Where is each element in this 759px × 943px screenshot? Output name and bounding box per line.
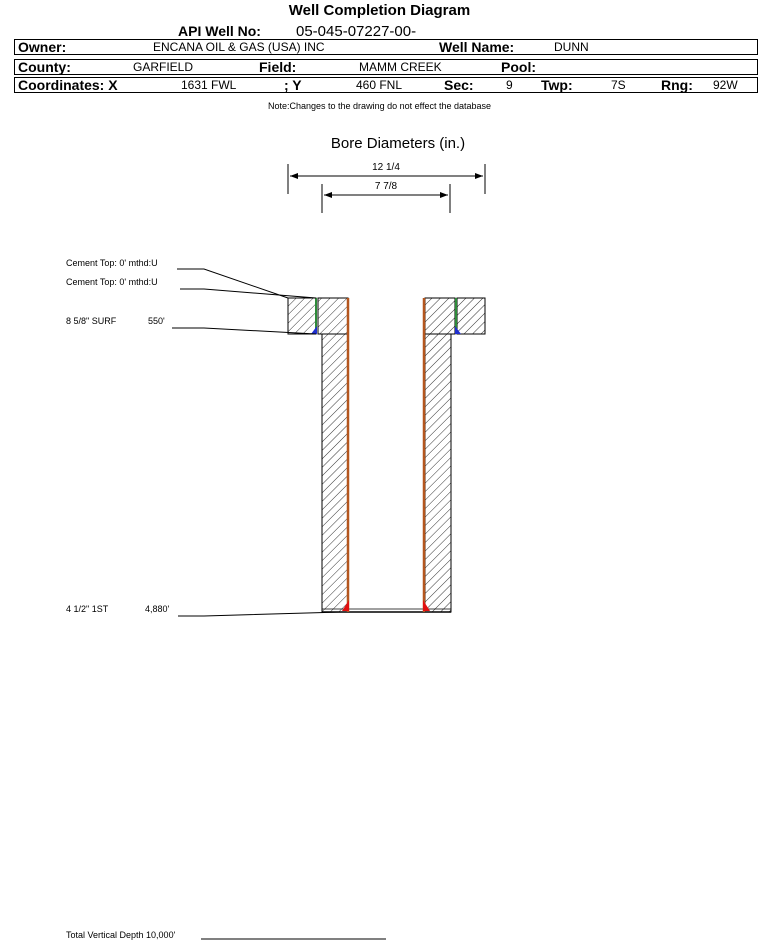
rng-label: Rng: [661,77,693,93]
coord-x-value: 1631 FWL [181,78,237,92]
twp-label: Twp: [541,77,573,93]
surface-hole-right [457,298,485,334]
production-casing-label: 4 1/2" 1ST [66,604,109,614]
api-label: API Well No: [178,23,261,39]
cement-top-leader-1 [177,269,288,298]
sec-value: 9 [506,78,513,92]
twp-value: 7S [611,78,626,92]
bore-inner-label: 7 7/8 [374,181,398,192]
surface-hole-left [288,298,316,334]
surface-annulus-left [318,298,348,334]
production-annulus-left [322,334,348,612]
sec-label: Sec: [444,77,474,93]
api-value: 05-045-07227-00- [296,23,417,40]
production-casing-depth: 4,880' [145,604,170,614]
pool-label: Pool: [501,59,536,75]
coord-y-label: ; Y [284,77,302,93]
field-label: Field: [259,59,297,75]
coord-x-label: Coordinates: X [18,77,118,93]
cement-top-leader-2 [180,289,316,298]
cement-top-label-2: Cement Top: 0' mthd:U [66,277,158,287]
surface-casing-depth: 550' [148,316,165,326]
bore-outer-label: 12 1/4 [372,162,400,173]
cement-top-label-1: Cement Top: 0' mthd:U [66,258,158,268]
well-name-label: Well Name: [439,39,515,55]
production-casing-leader [178,612,342,616]
rng-value: 92W [713,78,738,92]
production-annulus-right [425,334,451,612]
county-value: GARFIELD [133,60,194,74]
county-label: County: [18,59,71,75]
well-name-value: DUNN [554,40,589,54]
surface-casing-label: 8 5/8" SURF [66,316,117,326]
owner-value: ENCANA OIL & GAS (USA) INC [153,40,325,54]
note-text: Note:Changes to the drawing do not effect the database [268,101,491,111]
field-value: MAMM CREEK [359,60,442,74]
bore-diameters-title: Bore Diameters (in.) [330,135,466,152]
page-title: Well Completion Diagram [288,2,471,19]
surface-annulus-right [425,298,455,334]
total-vertical-depth-label: Total Vertical Depth 10,000' [66,930,176,940]
owner-label: Owner: [18,39,67,55]
coord-y-value: 460 FNL [356,78,403,92]
